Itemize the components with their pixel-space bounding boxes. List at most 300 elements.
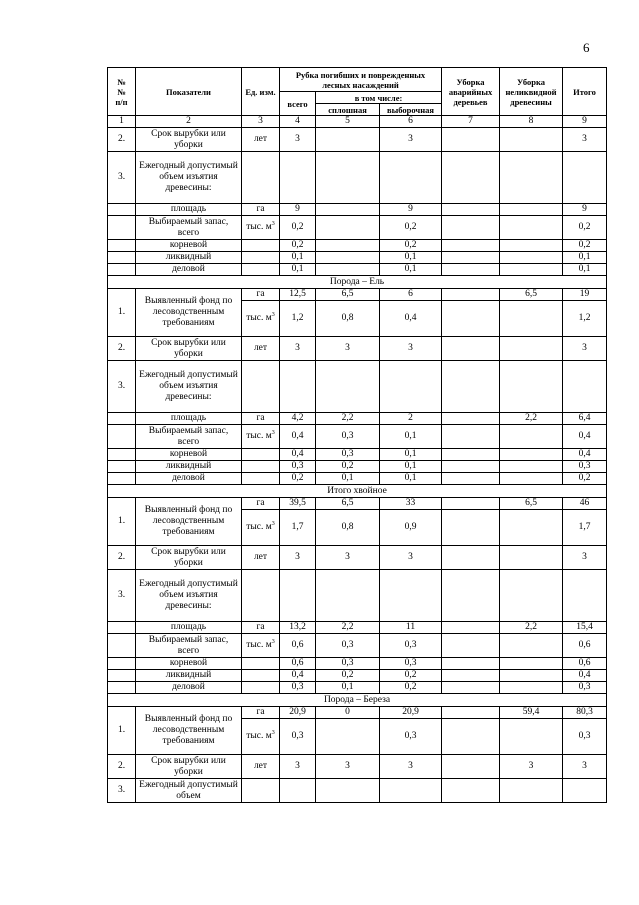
value-cell <box>316 204 380 216</box>
value-cell: 0,2 <box>563 473 607 485</box>
row-label: Выявленный фонд по лесоводственным требованиям <box>136 707 242 755</box>
value-cell: 0,4 <box>563 425 607 449</box>
row-label: площадь <box>136 204 242 216</box>
value-cell: 0,6 <box>280 658 316 670</box>
col-number: 4 <box>280 116 316 128</box>
header-indicators: Показатели <box>136 68 242 116</box>
value-cell: 0,3 <box>316 634 380 658</box>
value-cell <box>500 461 563 473</box>
value-cell: 15,4 <box>563 622 607 634</box>
value-cell <box>500 779 563 803</box>
value-cell <box>442 461 500 473</box>
value-cell: 0,4 <box>563 670 607 682</box>
value-cell: 0,1 <box>380 449 442 461</box>
row-unit <box>242 361 280 413</box>
row-label: Срок вырубки или уборки <box>136 337 242 361</box>
value-cell <box>442 682 500 694</box>
row-number: 1. <box>108 707 136 755</box>
header-emergency: Уборка аварийных деревьев <box>442 68 500 116</box>
value-cell: 0,1 <box>563 264 607 276</box>
table-row <box>108 413 607 425</box>
value-cell <box>316 240 380 252</box>
value-cell <box>316 264 380 276</box>
col-number: 6 <box>380 116 442 128</box>
value-cell: 4,2 <box>280 413 316 425</box>
row-unit: лет <box>242 546 280 570</box>
table-row <box>108 707 607 719</box>
row-label: Выявленный фонд по лесоводственным требованиям <box>136 289 242 337</box>
value-cell: 2,2 <box>316 622 380 634</box>
column-numbers-row <box>108 116 607 128</box>
forest-felling-table <box>107 67 607 803</box>
value-cell: 0,3 <box>280 719 316 755</box>
value-cell: 0,3 <box>316 658 380 670</box>
value-cell: 3 <box>316 337 380 361</box>
row-label: ликвидный <box>136 252 242 264</box>
value-cell: 3 <box>500 755 563 779</box>
row-unit <box>242 264 280 276</box>
row-label: ликвидный <box>136 461 242 473</box>
value-cell <box>500 216 563 240</box>
table-row <box>108 252 607 264</box>
row-label: Выявленный фонд по лесоводственным требованиям <box>136 498 242 546</box>
value-cell: 0,2 <box>380 670 442 682</box>
row-unit: тыс. $м^3$ <box>242 425 280 449</box>
value-cell: 0,1 <box>563 252 607 264</box>
row-label: Ежегодный допустимый объем <box>136 779 242 803</box>
value-cell <box>500 252 563 264</box>
section-title: Порода – Береза <box>108 694 607 707</box>
row-label: Выбираемый запас, всего <box>136 634 242 658</box>
value-cell: 9 <box>563 204 607 216</box>
value-cell: 0,3 <box>563 461 607 473</box>
value-cell: 0,1 <box>380 264 442 276</box>
row-unit: га <box>242 707 280 719</box>
value-cell: 0,8 <box>316 510 380 546</box>
row-label: ликвидный <box>136 670 242 682</box>
value-cell: 0,8 <box>316 301 380 337</box>
value-cell: 3 <box>280 337 316 361</box>
value-cell: 3 <box>280 546 316 570</box>
value-cell <box>442 719 500 755</box>
table-row <box>108 289 607 301</box>
value-cell: 0,9 <box>380 510 442 546</box>
table-row <box>108 361 607 413</box>
row-label: деловой <box>136 473 242 485</box>
value-cell <box>442 425 500 449</box>
value-cell <box>380 361 442 413</box>
row-unit <box>242 461 280 473</box>
value-cell <box>500 264 563 276</box>
value-cell: 0,2 <box>563 240 607 252</box>
value-cell: 0,3 <box>316 449 380 461</box>
value-cell: 0,3 <box>316 425 380 449</box>
row-label: корневой <box>136 449 242 461</box>
row-label: деловой <box>136 264 242 276</box>
value-cell: 6,4 <box>563 413 607 425</box>
value-cell: 6,5 <box>316 289 380 301</box>
value-cell: 0,3 <box>380 719 442 755</box>
table-row <box>108 425 607 449</box>
value-cell: 11 <box>380 622 442 634</box>
table-row <box>108 682 607 694</box>
value-cell: 3 <box>280 128 316 152</box>
value-cell <box>500 361 563 413</box>
row-number: 2. <box>108 128 136 152</box>
value-cell <box>442 264 500 276</box>
value-cell <box>316 570 380 622</box>
value-cell: 0,1 <box>380 461 442 473</box>
value-cell: 0,3 <box>563 719 607 755</box>
col-number: 1 <box>108 116 136 128</box>
section-title: Итого хвойное <box>108 485 607 498</box>
table-row <box>108 337 607 361</box>
row-number <box>108 461 136 473</box>
table-row <box>108 779 607 803</box>
value-cell <box>442 498 500 510</box>
row-number <box>108 216 136 240</box>
header-including: в том числе: <box>316 92 442 104</box>
value-cell: 0,2 <box>280 240 316 252</box>
row-number <box>108 682 136 694</box>
row-label: Выбираемый запас, всего <box>136 216 242 240</box>
value-cell <box>563 152 607 204</box>
row-unit: лет <box>242 755 280 779</box>
value-cell <box>442 622 500 634</box>
table-row <box>108 449 607 461</box>
header-total-all: всего <box>280 92 316 116</box>
section-row <box>108 276 607 289</box>
value-cell: 33 <box>380 498 442 510</box>
value-cell: 0,2 <box>380 240 442 252</box>
row-label: площадь <box>136 622 242 634</box>
value-cell: 0,1 <box>280 252 316 264</box>
row-unit: тыс. $м^3$ <box>242 216 280 240</box>
value-cell: 3 <box>563 755 607 779</box>
value-cell <box>442 361 500 413</box>
value-cell: 2,2 <box>316 413 380 425</box>
value-cell: 3 <box>316 546 380 570</box>
header-total: Итого <box>563 68 607 116</box>
row-label: Срок вырубки или уборки <box>136 755 242 779</box>
value-cell <box>500 473 563 485</box>
value-cell: 2,2 <box>500 413 563 425</box>
row-number: 3. <box>108 152 136 204</box>
table-row <box>108 152 607 204</box>
row-number <box>108 425 136 449</box>
row-label: Выбираемый запас, всего <box>136 425 242 449</box>
value-cell: 9 <box>380 204 442 216</box>
header-selective: выборочная <box>380 104 442 116</box>
value-cell: 3 <box>280 755 316 779</box>
value-cell <box>500 658 563 670</box>
value-cell <box>500 682 563 694</box>
row-number <box>108 204 136 216</box>
value-cell: 12,5 <box>280 289 316 301</box>
value-cell <box>442 449 500 461</box>
value-cell: 0,2 <box>316 461 380 473</box>
value-cell <box>316 216 380 240</box>
value-cell: 39,5 <box>280 498 316 510</box>
row-unit: тыс. $м^3$ <box>242 634 280 658</box>
header-num: № № п/п <box>108 68 136 116</box>
value-cell <box>563 570 607 622</box>
value-cell: 0,2 <box>563 216 607 240</box>
value-cell <box>442 252 500 264</box>
row-unit: лет <box>242 337 280 361</box>
value-cell <box>500 449 563 461</box>
value-cell: 0 <box>316 707 380 719</box>
row-unit: тыс. $м^3$ <box>242 510 280 546</box>
row-number <box>108 449 136 461</box>
table-body <box>108 128 607 803</box>
col-number: 2 <box>136 116 242 128</box>
value-cell <box>442 755 500 779</box>
value-cell: 0,1 <box>280 264 316 276</box>
value-cell <box>316 152 380 204</box>
value-cell: 2,2 <box>500 622 563 634</box>
value-cell: 0,4 <box>280 449 316 461</box>
value-cell <box>500 152 563 204</box>
value-cell: 9 <box>280 204 316 216</box>
row-number <box>108 658 136 670</box>
value-cell: 1,7 <box>563 510 607 546</box>
table-row <box>108 546 607 570</box>
value-cell <box>563 361 607 413</box>
row-number <box>108 473 136 485</box>
value-cell <box>442 337 500 361</box>
row-unit: га <box>242 204 280 216</box>
value-cell <box>442 289 500 301</box>
value-cell: 0,3 <box>380 634 442 658</box>
row-number: 2. <box>108 755 136 779</box>
value-cell <box>500 301 563 337</box>
value-cell: 0,1 <box>380 473 442 485</box>
value-cell: 3 <box>563 337 607 361</box>
table-row <box>108 461 607 473</box>
value-cell: 6,5 <box>500 289 563 301</box>
section-row <box>108 485 607 498</box>
row-number <box>108 240 136 252</box>
value-cell <box>442 634 500 658</box>
value-cell: 0,4 <box>380 301 442 337</box>
value-cell: 1,7 <box>280 510 316 546</box>
value-cell: 0,3 <box>380 658 442 670</box>
value-cell <box>442 128 500 152</box>
row-unit <box>242 779 280 803</box>
row-number <box>108 670 136 682</box>
row-number <box>108 634 136 658</box>
row-number: 1. <box>108 289 136 337</box>
value-cell: 0,3 <box>563 682 607 694</box>
row-label: корневой <box>136 240 242 252</box>
table-row <box>108 570 607 622</box>
value-cell: 0,3 <box>280 461 316 473</box>
value-cell: 6,5 <box>500 498 563 510</box>
header-nonliquid: Уборка неликвидной древесины <box>500 68 563 116</box>
value-cell <box>442 301 500 337</box>
value-cell <box>442 570 500 622</box>
header-clear: сплошная <box>316 104 380 116</box>
value-cell <box>500 337 563 361</box>
row-label: Ежегодный допустимый объем изъятия древесины: <box>136 152 242 204</box>
value-cell <box>500 634 563 658</box>
value-cell: 3 <box>563 546 607 570</box>
value-cell <box>442 216 500 240</box>
value-cell <box>500 546 563 570</box>
row-unit: га <box>242 498 280 510</box>
value-cell <box>380 570 442 622</box>
row-label: площадь <box>136 413 242 425</box>
row-unit <box>242 570 280 622</box>
col-number: 9 <box>563 116 607 128</box>
value-cell: 0,2 <box>380 216 442 240</box>
value-cell: 0,2 <box>316 670 380 682</box>
value-cell: 6,5 <box>316 498 380 510</box>
value-cell <box>442 240 500 252</box>
row-unit: га <box>242 289 280 301</box>
value-cell <box>442 510 500 546</box>
value-cell: 0,4 <box>280 425 316 449</box>
value-cell: 0,2 <box>280 216 316 240</box>
value-cell <box>442 152 500 204</box>
value-cell <box>442 204 500 216</box>
row-unit <box>242 682 280 694</box>
table-row <box>108 658 607 670</box>
row-number: 3. <box>108 361 136 413</box>
row-label: Ежегодный допустимый объем изъятия древесины: <box>136 361 242 413</box>
table-header <box>108 68 607 128</box>
value-cell: 1,2 <box>563 301 607 337</box>
row-label: Ежегодный допустимый объем изъятия древесины: <box>136 570 242 622</box>
table-row <box>108 670 607 682</box>
value-cell <box>316 719 380 755</box>
value-cell: 0,1 <box>380 425 442 449</box>
value-cell <box>442 670 500 682</box>
value-cell: 0,6 <box>563 634 607 658</box>
value-cell <box>442 658 500 670</box>
table-row <box>108 634 607 658</box>
value-cell <box>442 779 500 803</box>
value-cell: 3 <box>316 755 380 779</box>
col-number: 3 <box>242 116 280 128</box>
row-unit: га <box>242 622 280 634</box>
row-unit <box>242 449 280 461</box>
row-unit: лет <box>242 128 280 152</box>
value-cell <box>280 570 316 622</box>
value-cell: 0,3 <box>280 682 316 694</box>
value-cell <box>442 473 500 485</box>
value-cell <box>500 240 563 252</box>
header-unit: Ед. изм. <box>242 68 280 116</box>
value-cell: 59,4 <box>500 707 563 719</box>
value-cell <box>442 546 500 570</box>
value-cell <box>500 204 563 216</box>
table-row <box>108 498 607 510</box>
value-cell: 3 <box>380 337 442 361</box>
row-unit <box>242 658 280 670</box>
value-cell <box>442 413 500 425</box>
value-cell <box>316 779 380 803</box>
row-unit <box>242 240 280 252</box>
value-cell <box>563 779 607 803</box>
col-number: 7 <box>442 116 500 128</box>
header-felling-group: Рубка погибших и поврежденных лесных насаждений <box>280 68 442 92</box>
value-cell <box>500 510 563 546</box>
value-cell <box>280 361 316 413</box>
row-number: 3. <box>108 779 136 803</box>
row-label: корневой <box>136 658 242 670</box>
row-unit: га <box>242 413 280 425</box>
value-cell <box>442 707 500 719</box>
row-number <box>108 264 136 276</box>
row-number: 2. <box>108 546 136 570</box>
value-cell: 3 <box>380 546 442 570</box>
value-cell <box>280 152 316 204</box>
value-cell <box>316 361 380 413</box>
table-row <box>108 755 607 779</box>
value-cell: 80,3 <box>563 707 607 719</box>
value-cell: 6 <box>380 289 442 301</box>
table-row <box>108 240 607 252</box>
value-cell <box>316 128 380 152</box>
value-cell: 0,1 <box>380 252 442 264</box>
section-row <box>108 694 607 707</box>
value-cell <box>380 152 442 204</box>
row-label: Срок вырубки или уборки <box>136 546 242 570</box>
row-label: Срок вырубки или уборки <box>136 128 242 152</box>
row-number: 1. <box>108 498 136 546</box>
value-cell: 0,1 <box>316 682 380 694</box>
table-row <box>108 264 607 276</box>
value-cell: 20,9 <box>280 707 316 719</box>
value-cell: 3 <box>563 128 607 152</box>
row-label: деловой <box>136 682 242 694</box>
page-number: 6 <box>583 40 590 55</box>
table-row <box>108 128 607 152</box>
value-cell <box>380 779 442 803</box>
row-number <box>108 622 136 634</box>
table-row <box>108 216 607 240</box>
value-cell: 19 <box>563 289 607 301</box>
section-title: Порода – Ель <box>108 276 607 289</box>
value-cell <box>280 779 316 803</box>
value-cell: 0,4 <box>563 449 607 461</box>
value-cell: 46 <box>563 498 607 510</box>
value-cell: 0,1 <box>316 473 380 485</box>
value-cell: 0,2 <box>280 473 316 485</box>
value-cell: 3 <box>380 755 442 779</box>
value-cell <box>500 425 563 449</box>
row-number: 2. <box>108 337 136 361</box>
value-cell: 0,2 <box>380 682 442 694</box>
value-cell <box>500 128 563 152</box>
value-cell <box>500 719 563 755</box>
row-number: 3. <box>108 570 136 622</box>
value-cell <box>500 570 563 622</box>
row-number <box>108 252 136 264</box>
value-cell: 0,6 <box>280 634 316 658</box>
value-cell <box>316 252 380 264</box>
value-cell: 1,2 <box>280 301 316 337</box>
row-unit <box>242 252 280 264</box>
value-cell: 3 <box>380 128 442 152</box>
table-row <box>108 204 607 216</box>
value-cell: 0,6 <box>563 658 607 670</box>
table-row <box>108 622 607 634</box>
row-unit <box>242 152 280 204</box>
value-cell <box>500 670 563 682</box>
